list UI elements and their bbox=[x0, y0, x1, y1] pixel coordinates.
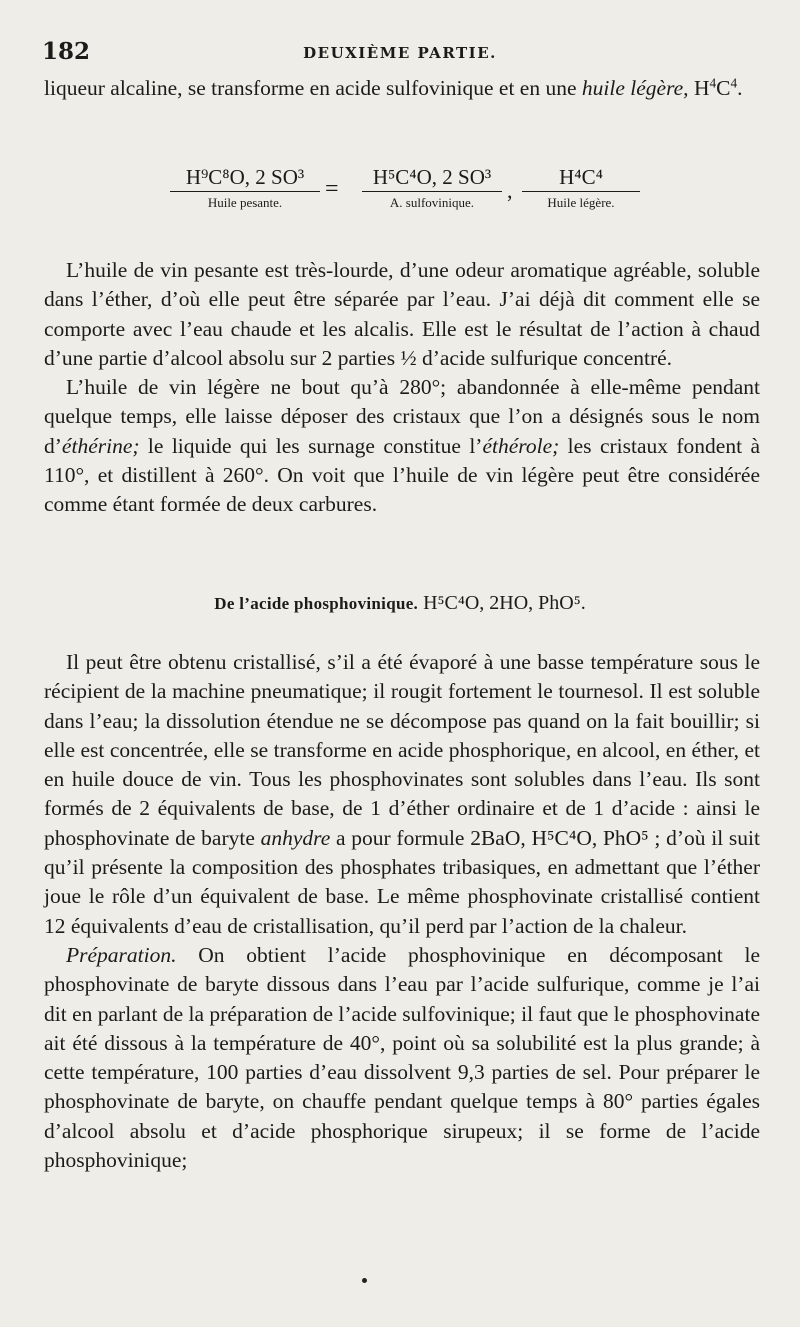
equals-sign: = bbox=[325, 176, 339, 202]
paragraph-light-oil: L’huile de vin légère ne bout qu’à 280°; abandonnée à elle-même pendant quelque temps, elle laisse déposer des cristaux que l’on a désignés sous le nom d’éthérine; le liquide qui les surnage constitue l’éthérole; les cristaux fondent à 110°, et distillent à 260°. On voit que l’huile de vin légère peut être considérée comme étant formée de deux carbures. bbox=[44, 375, 760, 517]
intro-italic: huile légère, bbox=[581, 76, 689, 100]
running-title: DEUXIÈME PARTIE. bbox=[303, 44, 497, 62]
chemical-equation bbox=[170, 164, 640, 224]
equation-comma: , bbox=[507, 178, 513, 203]
paragraph-properties: Il peut être obtenu cristallisé, s’il a été évaporé à une basse température sous le récipient de la machine pneumatique; il rougit fortement le tournesol. Il est soluble dans l’eau; la dissolution étendue ne se décompose pas quand on la fait bouillir; si elle est concentrée, elle se transforme en acide phosphorique, en alcool, en éther, et en huile douce de vin. Tous les phosphovinates sont solubles dans l’eau. Ils sont formés de 2 équivalents de base, de 1 d’éther ordinaire et de 1 d’acide : ainsi le phosphovinate de baryte anhydre a pour formule 2BaO, H⁵C⁴O, PhO⁵ ; d’où il suit qu’il présente la composition des phosphates tribasiques, en admettant que l’éther joue le rôle d’un équivalent de base. Le même phosphovinate cristallisé contient 12 équivalents d’eau de cristallisation, qu’il perd par l’action de la chaleur. bbox=[44, 650, 760, 938]
ink-dot bbox=[362, 1278, 367, 1283]
page-header bbox=[42, 38, 758, 72]
section-formula: H⁵C⁴O, 2HO, PhO⁵. bbox=[423, 592, 586, 614]
equation-term-heavy-oil: H⁹C⁸O, 2 SO³ Huile pesante. bbox=[170, 164, 320, 211]
page-number: 182 bbox=[42, 38, 91, 65]
section-title: De l’acide phosphovinique. bbox=[214, 594, 419, 613]
oil-paragraphs bbox=[44, 256, 760, 520]
paragraph-heavy-oil: L’huile de vin pesante est très-lourde, d’une odeur aromatique agréable, soluble dans l’éther, d’où elle peut être séparée par l’eau. J’ai déjà dit comment elle se comporte avec l’eau chaude et les alcalis. Elle est le résultat de l’action à chaud d’une partie d’alcool absolu sur 2 parties ½ d’acide sulfurique concentré. bbox=[44, 258, 760, 370]
phosphovinic-paragraphs bbox=[44, 648, 760, 1175]
section-heading bbox=[0, 592, 800, 615]
intro-paragraph: liqueur alcaline, se transforme en acide sulfovinique et en une huile légère, $H^4C^4$. bbox=[44, 75, 743, 100]
paragraph-preparation: Préparation. On obtient l’acide phosphovinique en décomposant le phosphovinate de baryte dissous dans l’eau par l’acide sulfurique, comme je l’ai dit en parlant de la préparation de l’acide sulfovinique; il faut que le phosphovinate ait été dissous à la température de 40°, point où sa solubilité est la plus grande; à cette température, 100 parties d’eau dissolvent 9,3 parties de sel. Pour préparer le phosphovinate de baryte, on chauffe pendant quelque temps à 80° parties égales d’alcool absolu et d’acide phosphorique sirupeux; il se forme de l’acide phosphovinique; bbox=[44, 942, 760, 1173]
equation-term-sulfovinic-acid: H⁵C⁴O, 2 SO³ A. sulfovinique. bbox=[362, 164, 502, 211]
intro-text: liqueur alcaline, se transforme en acide sulfovinique et en une bbox=[44, 76, 582, 100]
equation-term-light-oil: H⁴C⁴ Huile légère. bbox=[522, 164, 640, 211]
